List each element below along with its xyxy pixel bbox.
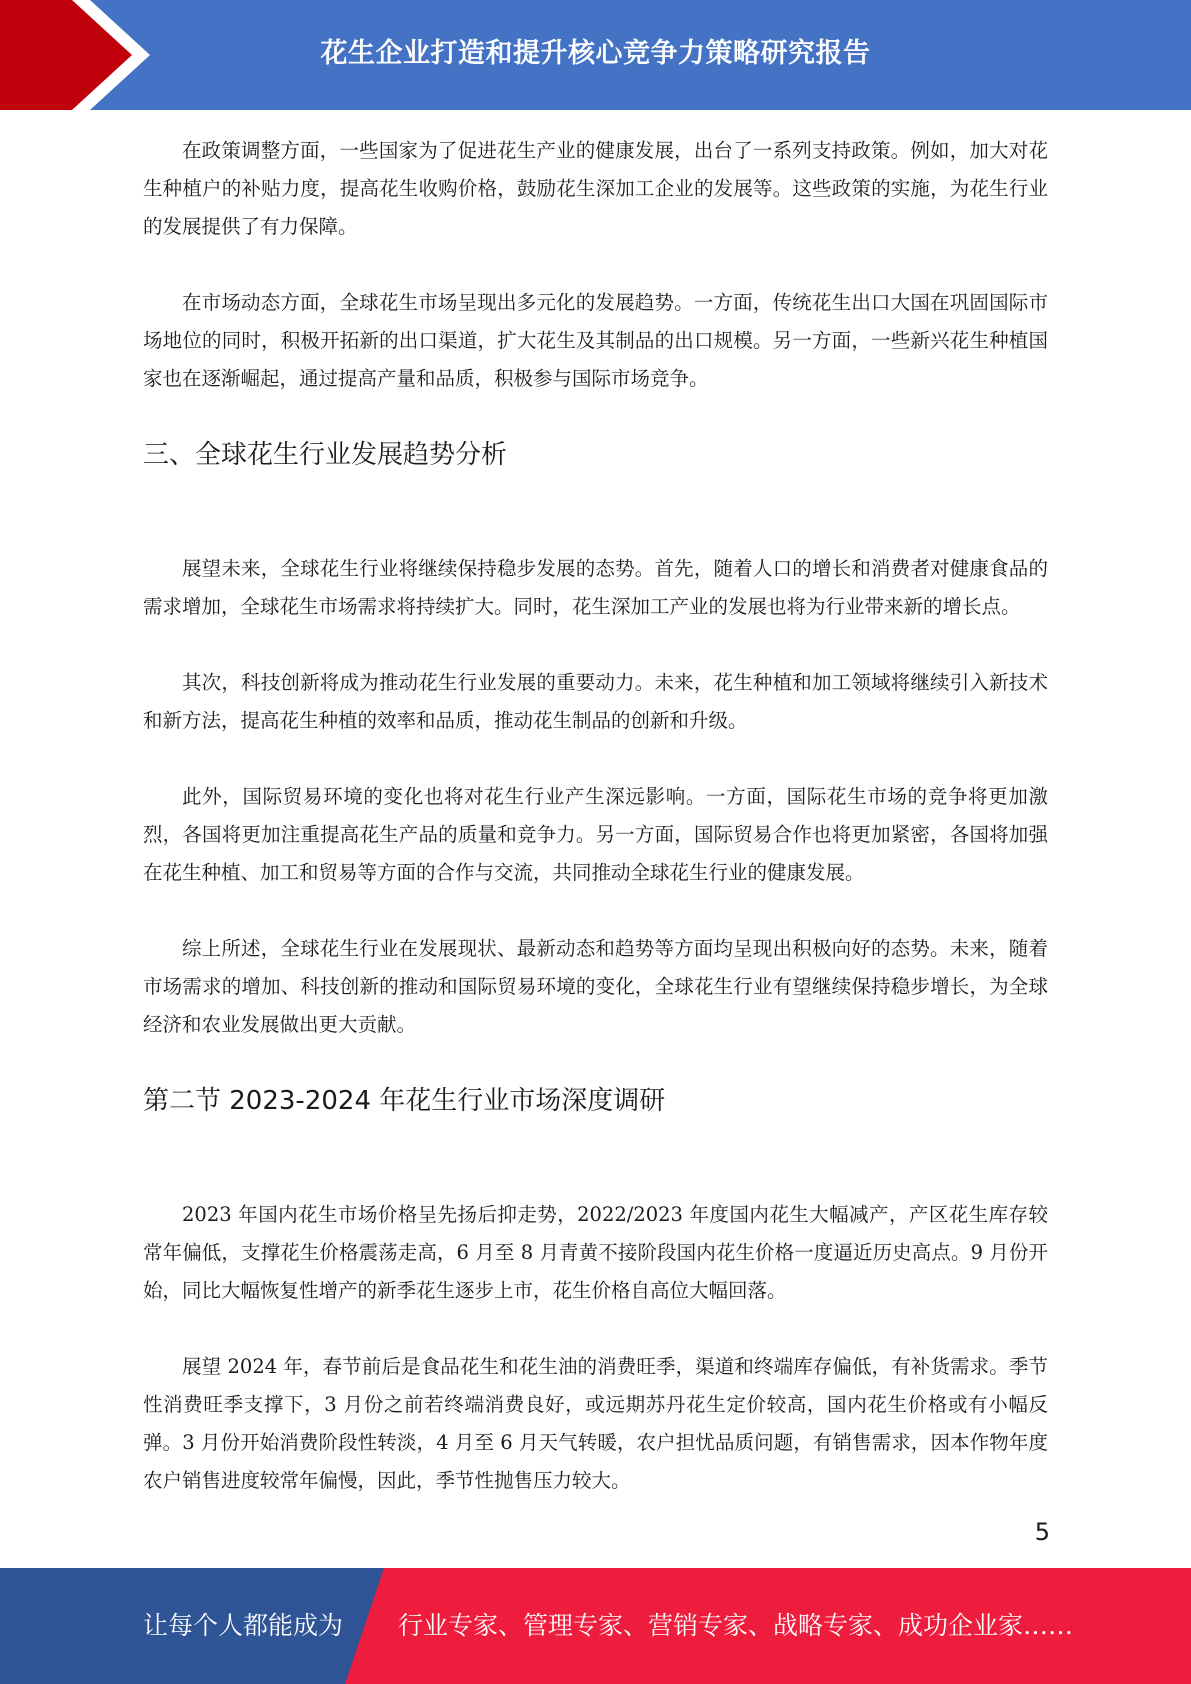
footer-slogan-right: 行业专家、管理专家、营销专家、战略专家、成功企业家…… [398, 1611, 1074, 1640]
paragraph-summary: 综上所述，全球花生行业在发展现状、最新动态和趋势等方面均呈现出积极向好的态势。未来，随着市场需求的增加、科技创新的推动和国际贸易环境的变化，全球花生行业有望继续保持稳步增长，为全球经济和农业发展做出更大贡献。 [143, 937, 1048, 1036]
paragraph-technology: 其次，科技创新将成为推动花生行业发展的重要动力。未来，花生种植和加工领域将继续引入新技术和新方法，提高花生种植的效率和品质，推动花生制品的创新和升级。 [143, 671, 1048, 732]
paragraph-market: 在市场动态方面，全球花生市场呈现出多元化的发展趋势。一方面，传统花生出口大国在巩固国际市场地位的同时，积极开拓新的出口渠道，扩大花生及其制品的出口规模。另一方面，一些新兴花生种植国家也在逐渐崛起，通过提高产量和品质，积极参与国际市场竞争。 [143, 291, 1048, 390]
heading-section-2: 第二节 2023-2024 年花生行业市场深度调研 [143, 1086, 666, 1116]
page-header [0, 0, 1191, 110]
page-number: 5 [1034, 1518, 1050, 1546]
document-body [143, 132, 1048, 1500]
report-title: 花生企业打造和提升核心竞争力策略研究报告 [320, 37, 871, 69]
footer-slogan-left: 让每个人都能成为 [143, 1611, 344, 1640]
paragraph-2024-outlook: 展望 2024 年，春节前后是食品花生和花生油的消费旺季，渠道和终端库存偏低，有补货需求。季节性消费旺季支撑下，3 月份之前若终端消费良好，或远期苏丹花生定价较高，国内花生价格或有小幅反弹。3 月份开始消费阶段性转淡，4 月至 6 月天气转暖，农户担忧品质问题，有销售需求，因本作物年度农户销售进度较常年偏慢，因此，季节性抛售压力较大。 [143, 1355, 1048, 1492]
paragraph-policy: 在政策调整方面，一些国家为了促进花生产业的健康发展，出台了一系列支持政策。例如，加大对花生种植户的补贴力度，提高花生收购价格，鼓励花生深加工企业的发展等。这些政策的实施，为花生行业的发展提供了有力保障。 [143, 139, 1048, 238]
paragraph-2023-prices: 2023 年国内花生市场价格呈先扬后抑走势，2022/2023 年度国内花生大幅减产，产区花生库存较常年偏低，支撑花生价格震荡走高，6 月至 8 月青黄不接阶段国内花生价格一度逼近历史高点。9 月份开始，同比大幅恢复性增产的新季花生逐步上市，花生价格自高位大幅回落。 [143, 1203, 1048, 1302]
page-footer [0, 1568, 1191, 1684]
paragraph-trade: 此外，国际贸易环境的变化也将对花生行业产生深远影响。一方面，国际花生市场的竞争将更加激烈，各国将更加注重提高花生产品的质量和竞争力。另一方面，国际贸易合作也将更加紧密，各国将加强在花生种植、加工和贸易等方面的合作与交流，共同推动全球花生行业的健康发展。 [143, 785, 1048, 884]
paragraph-outlook: 展望未来，全球花生行业将继续保持稳步发展的态势。首先，随着人口的增长和消费者对健康食品的需求增加，全球花生市场需求将持续扩大。同时，花生深加工产业的发展也将为行业带来新的增长点。 [143, 557, 1048, 618]
heading-trend-analysis: 三、全球花生行业发展趋势分析 [143, 440, 508, 470]
